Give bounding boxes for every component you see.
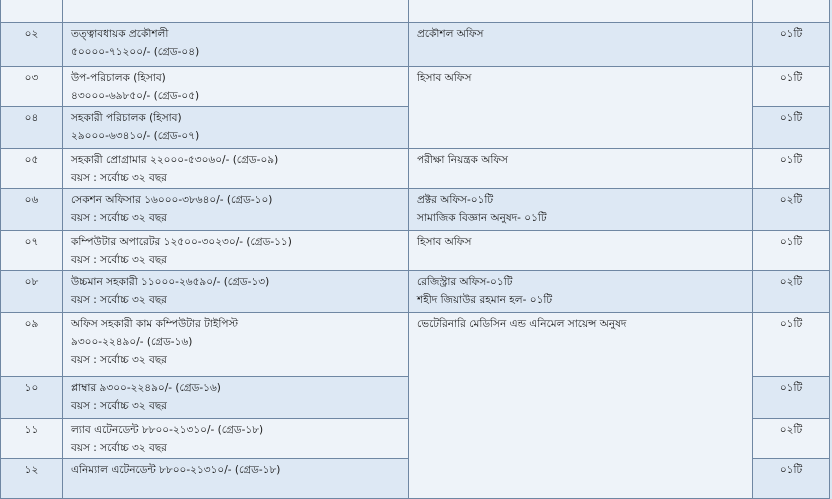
office-cell bbox=[409, 67, 753, 107]
post-line: ২৯০০০-৬৩৪১০/- (গ্রেড-০৭) bbox=[71, 130, 200, 142]
post-line: বয়স : সর্বোচ্চ ৩২ বছর bbox=[71, 294, 167, 306]
post-cell bbox=[63, 313, 409, 377]
post-line: ৯৩০০-২২৪৯০/- (গ্রেড-১৬) bbox=[71, 336, 193, 348]
table-row bbox=[1, 231, 830, 271]
office-line bbox=[417, 461, 744, 479]
post-line: তত্ত্বাবধায়ক প্রকৌশলী bbox=[71, 28, 169, 40]
post-line: অফিস সহকারী কাম কম্পিউটার টাইপিস্ট bbox=[71, 318, 239, 330]
post-cell bbox=[63, 189, 409, 231]
serial-cell: ০৮ bbox=[1, 271, 63, 313]
quantity-cell: ০১টি bbox=[753, 377, 830, 419]
serial-cell: ১০ bbox=[1, 377, 63, 419]
post-cell bbox=[63, 377, 409, 419]
office-line: ভেটেরিনারি মেডিসিন এন্ড এনিমেল সায়েন্স অনুষদ bbox=[417, 318, 627, 330]
office-line bbox=[417, 0, 744, 3]
table-row bbox=[1, 149, 830, 189]
office-line bbox=[417, 109, 744, 127]
quantity-cell: ০১টি bbox=[753, 67, 830, 107]
serial-cell: ০৯ bbox=[1, 313, 63, 377]
quantity-cell: ০১টি bbox=[753, 23, 830, 67]
post-line: বয়স : সর্বোচ্চ ৩২ বছর bbox=[71, 442, 167, 454]
quantity-cell bbox=[753, 0, 830, 23]
post-line: ল্যাব এটেনডেন্ট ৮৮০০-২১৩১০/- (গ্রেড-১৮) bbox=[71, 424, 264, 436]
post-cell bbox=[63, 107, 409, 149]
serial-cell: ১২ bbox=[1, 459, 63, 499]
quantity-cell: ০২টি bbox=[753, 419, 830, 459]
office-cell bbox=[409, 0, 753, 23]
post-line: বয়স : সর্বোচ্চ ৩২ বছর bbox=[71, 354, 167, 366]
table-row bbox=[1, 313, 830, 377]
post-cell bbox=[63, 23, 409, 67]
post-line: উপ-পরিচালক (হিসাব) bbox=[71, 72, 166, 84]
office-line: শহীদ জিয়াউর রহমান হল- ০১টি bbox=[417, 294, 553, 306]
serial-cell: ১১ bbox=[1, 419, 63, 459]
office-cell bbox=[409, 459, 753, 499]
table-row bbox=[1, 419, 830, 459]
office-cell bbox=[409, 419, 753, 459]
post-cell bbox=[63, 459, 409, 499]
table-row bbox=[1, 107, 830, 149]
office-line: প্রক্টর অফিস-০১টি bbox=[417, 194, 494, 206]
quantity-cell: ০১টি bbox=[753, 459, 830, 499]
post-line: সহকারী প্রোগ্রামার ২২০০০-৫৩০৬০/- (গ্রেড-০৯) bbox=[71, 154, 279, 166]
serial-cell: ০৩ bbox=[1, 67, 63, 107]
office-line: হিসাব অফিস bbox=[417, 236, 472, 248]
office-line bbox=[417, 421, 744, 439]
office-line: রেজিস্ট্রার অফিস-০১টি bbox=[417, 276, 513, 288]
office-cell bbox=[409, 107, 753, 149]
post-line bbox=[71, 479, 400, 497]
table-row bbox=[1, 271, 830, 313]
table-row bbox=[1, 0, 830, 23]
serial-cell: ০২ bbox=[1, 23, 63, 67]
office-line: সামাজিক বিজ্ঞান অনুষদ- ০১টি bbox=[417, 212, 547, 224]
serial-cell: ০৫ bbox=[1, 149, 63, 189]
serial-cell: ০৬ bbox=[1, 189, 63, 231]
table-row bbox=[1, 67, 830, 107]
office-cell bbox=[409, 149, 753, 189]
post-cell bbox=[63, 67, 409, 107]
office-line bbox=[417, 379, 744, 397]
post-line: সহকারী পরিচালক (হিসাব) bbox=[71, 112, 182, 124]
quantity-cell: ০২টি bbox=[753, 189, 830, 231]
post-line: এনিম্যাল এটেনডেন্ট ৮৮০০-২১৩১০/- (গ্রেড-১৮) bbox=[71, 464, 281, 476]
post-line: ৪৩০০০-৬৯৮৫০/- (গ্রেড-০৫) bbox=[71, 90, 200, 102]
office-cell bbox=[409, 377, 753, 419]
office-cell bbox=[409, 231, 753, 271]
table-row bbox=[1, 23, 830, 67]
post-cell bbox=[63, 231, 409, 271]
table-row bbox=[1, 459, 830, 499]
serial-cell: ০৭ bbox=[1, 231, 63, 271]
post-line: ৫০০০০-৭১২০০/- (গ্রেড-০৪) bbox=[71, 46, 200, 58]
post-cell bbox=[63, 271, 409, 313]
office-cell bbox=[409, 189, 753, 231]
office-cell bbox=[409, 271, 753, 313]
table-row bbox=[1, 377, 830, 419]
office-line: প্রকৌশল অফিস bbox=[417, 28, 484, 40]
post-line: সেকশন অফিসার ১৬০০০-৩৮৬৪০/- (গ্রেড-১০) bbox=[71, 194, 273, 206]
post-line: বয়স : সর্বোচ্চ ৩২ বছর bbox=[71, 212, 167, 224]
office-cell bbox=[409, 313, 753, 377]
post-line: কম্পিউটার অপারেটর ১২৫০০-৩০২৩০/- (গ্রেড-১১) bbox=[71, 236, 292, 248]
post-cell bbox=[63, 0, 409, 23]
quantity-cell: ০১টি bbox=[753, 231, 830, 271]
office-line: পরীক্ষা নিয়ন্ত্রক অফিস bbox=[417, 154, 508, 166]
serial-cell: ০৪ bbox=[1, 107, 63, 149]
office-line: হিসাব অফিস bbox=[417, 72, 472, 84]
post-line: বয়স : সর্বোচ্চ ৩২ বছর bbox=[71, 400, 167, 412]
quantity-cell: ০১টি bbox=[753, 149, 830, 189]
table-row bbox=[1, 189, 830, 231]
office-cell bbox=[409, 23, 753, 67]
quantity-cell: ০২টি bbox=[753, 271, 830, 313]
post-line: বয়স : সর্বোচ্চ ৩২ বছর bbox=[71, 254, 167, 266]
post-line: প্লাম্বার ৯৩০০-২২৪৯০/- (গ্রেড-১৬) bbox=[71, 382, 221, 394]
serial-cell bbox=[1, 0, 63, 23]
post-line bbox=[71, 3, 400, 21]
post-line: বয়স : সর্বোচ্চ ৩২ বছর bbox=[71, 172, 167, 184]
quantity-cell: ০১টি bbox=[753, 107, 830, 149]
post-line: উচ্চমান সহকারী ১১০০০-২৬৫৯০/- (গ্রেড-১৩) bbox=[71, 276, 270, 288]
post-cell bbox=[63, 419, 409, 459]
quantity-cell: ০১টি bbox=[753, 313, 830, 377]
post-cell bbox=[63, 149, 409, 189]
